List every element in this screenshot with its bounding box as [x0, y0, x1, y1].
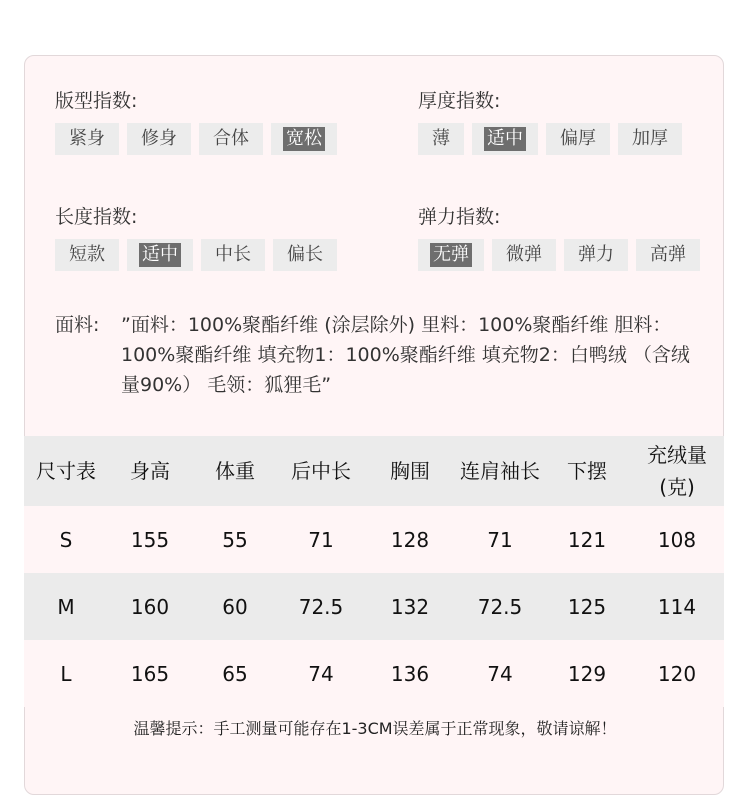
- table-cell: 55: [192, 506, 278, 573]
- length-option: [201, 239, 265, 271]
- size-table-header-cell: 身高: [108, 436, 192, 506]
- table-cell: 120: [630, 640, 724, 707]
- table-cell: L: [24, 640, 108, 707]
- fit-option: [199, 123, 263, 155]
- length-option-label: 中长: [215, 244, 251, 265]
- table-cell: 71: [278, 506, 364, 573]
- elasticity-option-label: 无弹: [430, 243, 472, 267]
- length-index: [55, 203, 337, 271]
- elasticity-option: [636, 239, 700, 271]
- thickness-option-label: 加厚: [632, 128, 668, 149]
- length-option: [55, 239, 119, 271]
- elasticity-index-options: [418, 239, 700, 271]
- table-cell: 128: [364, 506, 456, 573]
- thickness-index: [418, 87, 682, 155]
- fit-index-options: [55, 123, 337, 155]
- elasticity-index-title: 弹力指数:: [418, 206, 501, 228]
- table-cell: 74: [278, 640, 364, 707]
- elasticity-index: [418, 203, 700, 271]
- thickness-option: [618, 123, 682, 155]
- thickness-option: [546, 123, 610, 155]
- table-cell: 129: [544, 640, 630, 707]
- thickness-index-options: [418, 123, 682, 155]
- thickness-option-label: 适中: [484, 127, 526, 151]
- table-cell: 155: [108, 506, 192, 573]
- length-option-label: 短款: [69, 244, 105, 265]
- fit-option-label: 修身: [141, 128, 177, 149]
- fit-index-title: 版型指数:: [55, 90, 138, 112]
- fit-option-label: 合体: [213, 128, 249, 149]
- length-option-selected: [127, 239, 193, 271]
- table-cell: 71: [456, 506, 544, 573]
- table-cell: 60: [192, 573, 278, 640]
- fabric-value: ”面料：100%聚酯纤维 (涂层除外) 里料：100%聚酯纤维 胆料：100%聚酯纤维 填充物1：100%聚酯纤维 填充物2：白鸭绒 （含绒量90%） 毛领：狐狸毛”: [121, 314, 690, 396]
- length-index-options: [55, 239, 337, 271]
- fit-index: [55, 87, 337, 155]
- table-cell: 125: [544, 573, 630, 640]
- table-cell: 121: [544, 506, 630, 573]
- fit-option-label: 紧身: [69, 128, 105, 149]
- size-table-header-cell: 尺寸表: [24, 436, 108, 506]
- elasticity-option: [492, 239, 556, 271]
- table-cell: 74: [456, 640, 544, 707]
- table-cell: 114: [630, 573, 724, 640]
- thickness-option-label: 偏厚: [560, 128, 596, 149]
- size-table-header-cell: 后中长: [278, 436, 364, 506]
- fabric-label: 面料:: [55, 314, 100, 336]
- size-table-header: [24, 436, 724, 506]
- size-table-header-cell: 连肩袖长: [456, 436, 544, 506]
- fit-option: [55, 123, 119, 155]
- size-table-header-cell: 胸围: [364, 436, 456, 506]
- length-index-title: 长度指数:: [55, 206, 138, 228]
- elasticity-option-label: 微弹: [506, 244, 542, 265]
- table-cell: 165: [108, 640, 192, 707]
- elasticity-option-selected: [418, 239, 484, 271]
- length-option-label: 偏长: [287, 244, 323, 265]
- length-option-label: 适中: [139, 243, 181, 267]
- elasticity-option: [564, 239, 628, 271]
- fit-option-label: 宽松: [283, 127, 325, 151]
- table-cell: 132: [364, 573, 456, 640]
- size-table-body: [24, 506, 724, 707]
- table-cell: 65: [192, 640, 278, 707]
- table-row: [24, 573, 724, 640]
- size-table: [24, 436, 724, 707]
- fit-option: [127, 123, 191, 155]
- table-row: [24, 640, 724, 707]
- table-cell: 72.5: [456, 573, 544, 640]
- table-cell: 108: [630, 506, 724, 573]
- elasticity-option-label: 高弹: [650, 244, 686, 265]
- table-cell: 160: [108, 573, 192, 640]
- size-table-header-cell: 体重: [192, 436, 278, 506]
- thickness-index-title: 厚度指数:: [418, 90, 501, 112]
- fit-option-selected: [271, 123, 337, 155]
- size-table-header-cell: 充绒量 (克): [630, 436, 724, 506]
- size-table-header-cell: 下摆: [544, 436, 630, 506]
- length-option: [273, 239, 337, 271]
- thickness-option-selected: [472, 123, 538, 155]
- table-cell: M: [24, 573, 108, 640]
- measurement-tip: 温馨提示：手工测量可能存在1-3CM误差属于正常现象，敬请谅解！: [133, 719, 617, 738]
- table-cell: S: [24, 506, 108, 573]
- elasticity-option-label: 弹力: [578, 244, 614, 265]
- thickness-option-label: 薄: [432, 128, 450, 149]
- table-cell: 136: [364, 640, 456, 707]
- table-cell: 72.5: [278, 573, 364, 640]
- thickness-option: [418, 123, 464, 155]
- table-row: [24, 506, 724, 573]
